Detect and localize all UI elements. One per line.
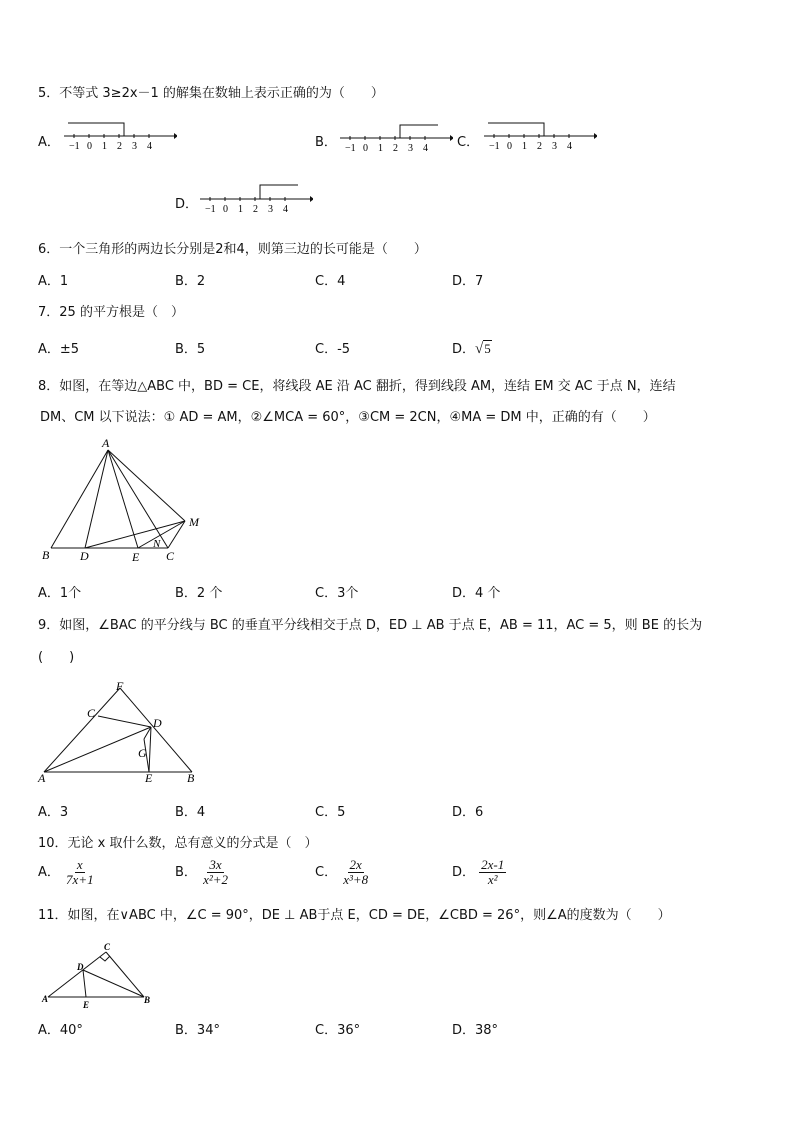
q5b-tick: 4 [423,143,428,154]
q5a-tick: 2 [117,141,122,152]
q9-label-a: A [38,771,46,785]
q9-option-b: B．4 [175,805,206,820]
q8-label-e: E [132,550,140,564]
q11-label-e: E [83,1000,90,1010]
q9-option-c: C．5 [315,805,346,820]
q5-number-line-c [482,118,597,152]
q7-radicand: 5 [484,341,491,356]
q6-option-c: C．4 [315,274,346,289]
q11-option-a: A．40° [38,1023,83,1038]
q11-option-d: D．38° [452,1023,499,1038]
q5c-tick: −1 [489,141,500,152]
q9-stem-line1: 9．如图，∠BAC 的平分线与 BC 的垂直平分线相交于点 D，ED ⊥ AB 于点 E，AB = 11，AC = 5，则 BE 的长为 [38,618,703,633]
q5b-tick: 0 [363,143,368,154]
q8-figure [36,434,216,566]
q8-option-a: A．1个 [38,586,82,601]
q5b-tick: −1 [345,143,356,154]
q11-option-c: C．36° [315,1023,361,1038]
q10-option-a-label: A． [38,865,60,880]
q5c-tick: 3 [552,141,557,152]
q9-option-a: A．3 [38,805,69,820]
q5b-tick: 1 [378,143,383,154]
q5b-tick: 3 [408,143,413,154]
q10c-denominator: x³+8 [343,872,369,887]
q8-label-a: A [102,436,110,450]
q5a-tick: 0 [87,141,92,152]
q5-number-line-a [62,118,177,152]
q8-option-b: B．2 个 [175,586,223,601]
q6-stem: 6．一个三角形的两边长分别是2和4，则第三边的长可能是（ ） [38,242,427,257]
q11-stem: 11．如图，在∨ABC 中，∠C = 90°，DE ⊥ AB于点 E，CD = DE，∠CBD = 26°，则∠A的度数为（ ） [38,908,671,923]
q10-option-d [452,858,506,887]
q9-label-f: F [116,679,124,693]
q5a-tick: 4 [147,141,152,152]
q6-option-d: D．7 [452,274,484,289]
q5d-tick: 1 [238,204,243,215]
q11-label-a: A [42,994,49,1004]
q10-option-a [38,858,96,887]
q6-option-b: B．2 [175,274,206,289]
q10a-numerator: x [76,857,83,872]
q5a-tick: 1 [102,141,107,152]
q6-option-a: A．1 [38,274,69,289]
q10d-numerator: 2x-1 [481,857,505,872]
q5c-tick: 2 [537,141,542,152]
q9-label-c: C [87,706,96,720]
q9-stem-line2: ( ) [38,650,75,665]
q5d-tick: 0 [223,204,228,215]
q5-option-d-label: D． [175,197,199,212]
q5a-tick: −1 [69,141,80,152]
q8-label-c: C [166,549,175,563]
q5d-tick: −1 [205,204,216,215]
q10-option-c [315,858,370,887]
q10-option-c-label: C． [315,865,338,880]
q7-option-a: A．±5 [38,342,80,357]
q9-label-b: B [187,771,195,785]
q8-stem-line1: 8．如图，在等边△ABC 中，BD = CE，将线段 AE 沿 AC 翻折，得到线段 AM，连结 EM 交 AC 于点 N，连结 [38,379,676,394]
q5-number-line-d [198,181,313,215]
q11-figure [38,940,158,1010]
q8-label-m: M [189,515,199,529]
q7-option-d [452,338,492,358]
q5d-tick: 2 [253,204,258,215]
q7-option-c: C．-5 [315,342,351,357]
q5a-tick: 3 [132,141,137,152]
fraction [201,858,230,887]
q10b-numerator: 3x [209,857,222,872]
q5-number-line-b [338,120,453,154]
q11-label-b: B [144,995,151,1005]
q11-option-b: B．34° [175,1023,220,1038]
q8-option-d: D．4 个 [452,586,501,601]
q9-label-e: E [145,771,153,785]
fraction [341,858,370,887]
q7-option-b: B．5 [175,342,206,357]
sqrt-symbol: √5 [475,341,491,357]
q11-label-d: D [77,962,84,972]
q8-stem-line2: DM、CM 以下说法：① AD = AM，②∠MCA = 60°，③CM = 2CN，④MA = DM 中，正确的有（ ） [40,410,656,425]
q10b-denominator: x²+2 [203,872,229,887]
q7-option-d-label: D． [452,342,476,357]
q8-label-b: B [42,548,50,562]
q10-stem: 10．无论 x 取什么数，总有意义的分式是（ ） [38,836,318,851]
q5-option-b-label: B． [315,135,337,150]
q5d-tick: 3 [268,204,273,215]
q5c-tick: 0 [507,141,512,152]
q10c-numerator: 2x [349,857,362,872]
q5-option-c-label: C． [457,135,480,150]
q10a-denominator: 7x+1 [66,872,94,887]
q5d-tick: 4 [283,204,288,215]
q11-label-c: C [104,942,111,952]
q5c-tick: 1 [522,141,527,152]
fraction [64,858,96,887]
q8-label-n: N [153,538,161,550]
q5b-tick: 2 [393,143,398,154]
q10d-denominator: x² [487,872,498,887]
q9-label-d: D [153,716,162,730]
q5-stem: 5．不等式 3≥2x－1 的解集在数轴上表示正确的为（ ） [38,86,384,101]
q10-option-b [175,858,230,887]
fraction [479,858,506,887]
q8-option-c: C．3个 [315,586,359,601]
q10-option-d-label: D． [452,865,476,880]
q9-figure [34,676,209,788]
q9-option-d: D．6 [452,805,484,820]
q10-option-b-label: B． [175,865,197,880]
q8-label-d: D [80,549,89,563]
q5-option-a-label: A． [38,135,60,150]
q5c-tick: 4 [567,141,572,152]
q9-label-g: G [138,746,147,760]
q7-stem: 7．25 的平方根是（ ） [38,305,184,320]
